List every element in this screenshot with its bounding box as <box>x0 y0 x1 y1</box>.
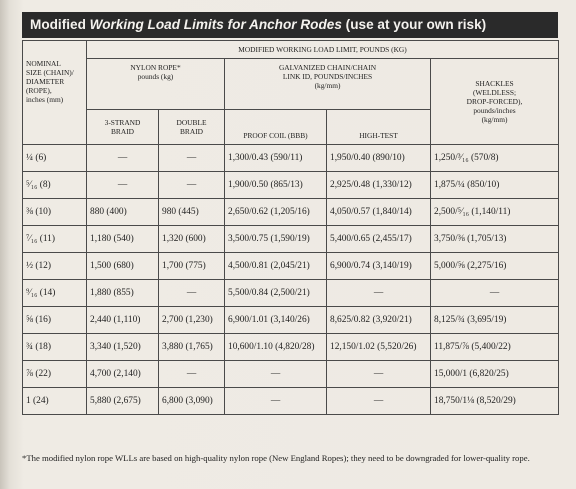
cell-three-strand: 1,880 (855) <box>87 280 159 307</box>
header-shackles: SHACKLES (WELDLESS; DROP-FORCED), pounds/inches (kg/mm) <box>431 59 559 145</box>
cell-size: 1 (24) <box>23 388 87 415</box>
cell-double-braid: 6,800 (3,090) <box>159 388 225 415</box>
cell-three-strand: 2,440 (1,110) <box>87 307 159 334</box>
cell-proof-coil: 3,500/0.75 (1,590/19) <box>225 226 327 253</box>
header-nominal-size: NOMINAL SIZE (CHAIN)/ DIAMETER (ROPE), inches (mm) <box>23 41 87 145</box>
table-row <box>23 145 559 172</box>
cell-double-braid: 1,700 (775) <box>159 253 225 280</box>
table-row <box>23 388 559 415</box>
cell-high-test: — <box>327 388 431 415</box>
cell-three-strand: 3,340 (1,520) <box>87 334 159 361</box>
cell-size: ⁷⁄₁₆ (11) <box>23 226 87 253</box>
cell-shackles: 18,750/1⅛ (8,520/29) <box>431 388 559 415</box>
cell-proof-coil: 2,650/0.62 (1,205/16) <box>225 199 327 226</box>
cell-shackles: 3,750/⅜ (1,705/13) <box>431 226 559 253</box>
cell-three-strand: 1,180 (540) <box>87 226 159 253</box>
cell-shackles: 8,125/¾ (3,695/19) <box>431 307 559 334</box>
cell-shackles: 1,875/¼ (850/10) <box>431 172 559 199</box>
cell-high-test: 12,150/1.02 (5,520/26) <box>327 334 431 361</box>
cell-high-test: 5,400/0.65 (2,455/17) <box>327 226 431 253</box>
cell-three-strand: — <box>87 172 159 199</box>
cell-shackles: 2,500/⁵⁄₁₆ (1,140/11) <box>431 199 559 226</box>
table-row <box>23 172 559 199</box>
header-modified-wll: MODIFIED WORKING LOAD LIMIT, POUNDS (KG) <box>87 41 559 59</box>
cell-size: ⁵⁄₁₆ (8) <box>23 172 87 199</box>
cell-high-test: — <box>327 280 431 307</box>
cell-three-strand: 1,500 (680) <box>87 253 159 280</box>
cell-size: ⁹⁄₁₆ (14) <box>23 280 87 307</box>
cell-shackles: — <box>431 280 559 307</box>
cell-double-braid: — <box>159 280 225 307</box>
table-row <box>23 334 559 361</box>
cell-high-test: 2,925/0.48 (1,330/12) <box>327 172 431 199</box>
cell-three-strand: 880 (400) <box>87 199 159 226</box>
cell-proof-coil: — <box>225 361 327 388</box>
cell-proof-coil: 1,900/0.50 (865/13) <box>225 172 327 199</box>
cell-double-braid: 3,880 (1,765) <box>159 334 225 361</box>
cell-proof-coil: 5,500/0.84 (2,500/21) <box>225 280 327 307</box>
table-row <box>23 307 559 334</box>
cell-shackles: 11,875/⅞ (5,400/22) <box>431 334 559 361</box>
cell-size: ⅝ (16) <box>23 307 87 334</box>
cell-double-braid: 1,320 (600) <box>159 226 225 253</box>
footnote: *The modified nylon rope WLLs are based on high-quality nylon rope (New England Ropes); they need to be downgraded for lower-quality rope. <box>22 453 530 463</box>
cell-proof-coil: 6,900/1.01 (3,140/26) <box>225 307 327 334</box>
cell-proof-coil: 10,600/1.10 (4,820/28) <box>225 334 327 361</box>
cell-proof-coil: — <box>225 388 327 415</box>
cell-high-test: 8,625/0.82 (3,920/21) <box>327 307 431 334</box>
header-proof-coil: PROOF COIL (BBB) <box>225 110 327 145</box>
header-galvanized-chain: GALVANIZED CHAIN/CHAIN LINK ID, POUNDS/INCHES (kg/mm) <box>225 59 431 110</box>
table-row <box>23 280 559 307</box>
cell-shackles: 15,000/1 (6,820/25) <box>431 361 559 388</box>
cell-shackles: 5,000/⅝ (2,275/16) <box>431 253 559 280</box>
cell-double-braid: — <box>159 145 225 172</box>
cell-high-test: 4,050/0.57 (1,840/14) <box>327 199 431 226</box>
title-suffix: (use at your own risk) <box>341 17 487 32</box>
cell-three-strand: 4,700 (2,140) <box>87 361 159 388</box>
header-nylon-rope: NYLON ROPE* pounds (kg) <box>87 59 225 110</box>
cell-size: ¼ (6) <box>23 145 87 172</box>
cell-size: ½ (12) <box>23 253 87 280</box>
cell-high-test: 1,950/0.40 (890/10) <box>327 145 431 172</box>
cell-size: ¾ (18) <box>23 334 87 361</box>
table-title <box>22 12 558 38</box>
header-three-strand-braid: 3-STRAND BRAID <box>87 110 159 145</box>
cell-double-braid: 2,700 (1,230) <box>159 307 225 334</box>
cell-high-test: 6,900/0.74 (3,140/19) <box>327 253 431 280</box>
cell-size: ⅞ (22) <box>23 361 87 388</box>
table-row <box>23 199 559 226</box>
table-row <box>23 361 559 388</box>
working-load-table <box>22 40 559 415</box>
title-prefix: Modified <box>30 17 90 32</box>
table-row <box>23 253 559 280</box>
cell-size: ⅜ (10) <box>23 199 87 226</box>
cell-three-strand: — <box>87 145 159 172</box>
cell-proof-coil: 1,300/0.43 (590/11) <box>225 145 327 172</box>
cell-double-braid: — <box>159 361 225 388</box>
title-emphasis: Working Load Limits for Anchor Rodes <box>89 17 342 32</box>
cell-high-test: — <box>327 361 431 388</box>
cell-double-braid: 980 (445) <box>159 199 225 226</box>
cell-shackles: 1,250/³⁄₁₆ (570/8) <box>431 145 559 172</box>
header-high-test: HIGH-TEST <box>327 110 431 145</box>
cell-proof-coil: 4,500/0.81 (2,045/21) <box>225 253 327 280</box>
cell-three-strand: 5,880 (2,675) <box>87 388 159 415</box>
header-double-braid: DOUBLE BRAID <box>159 110 225 145</box>
cell-double-braid: — <box>159 172 225 199</box>
table-row <box>23 226 559 253</box>
